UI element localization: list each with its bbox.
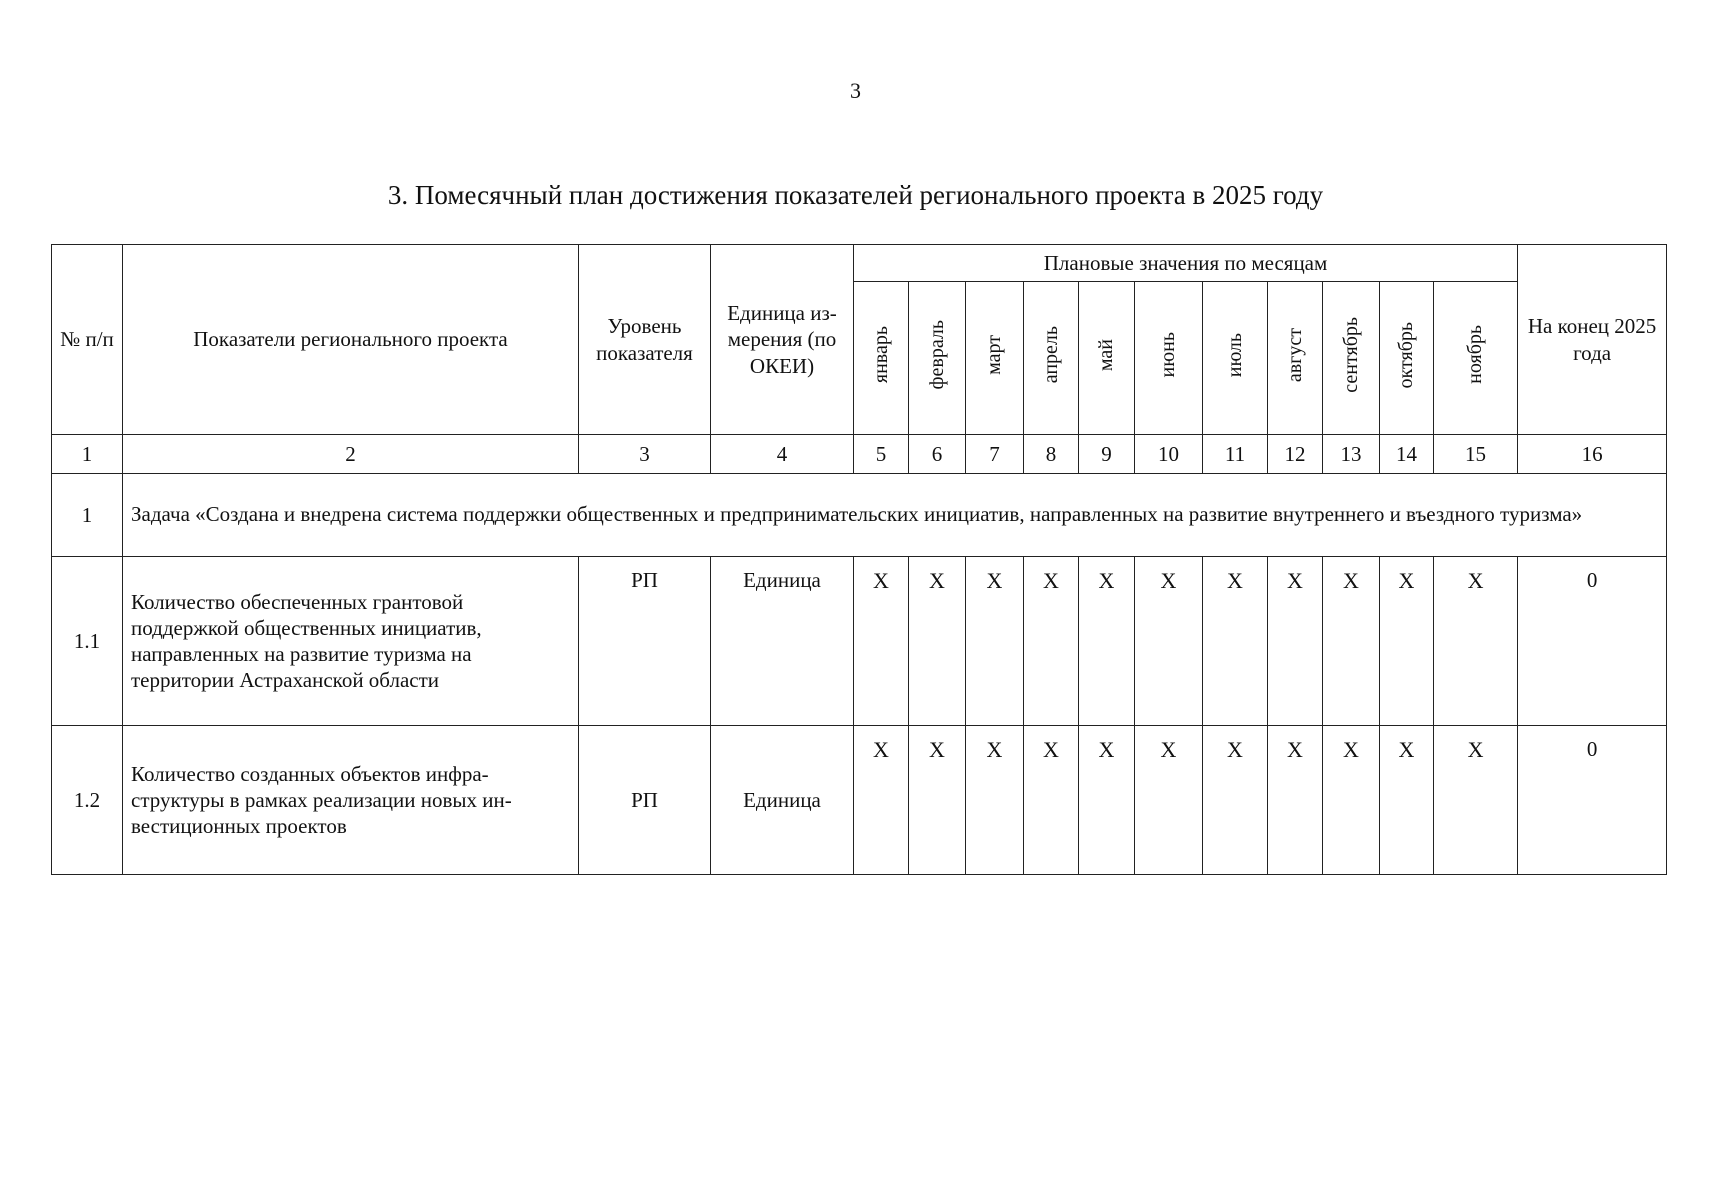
month-label: ноябрь <box>1464 325 1487 385</box>
header-level: Уровень показателя <box>579 245 711 435</box>
row-month-value: X <box>966 557 1024 726</box>
month-header-cell <box>1268 282 1323 435</box>
column-number: 13 <box>1323 435 1380 474</box>
row-month-value: X <box>1024 726 1079 875</box>
row-month-value: X <box>1323 726 1380 875</box>
column-number: 10 <box>1135 435 1203 474</box>
month-label: май <box>1095 338 1117 371</box>
row-month-value: X <box>1203 726 1268 875</box>
row-month-value: X <box>1323 557 1380 726</box>
column-number: 6 <box>909 435 966 474</box>
page-title: 3. Помесячный план достижения показателей регионального проекта в 2025 году <box>387 180 1324 210</box>
column-number: 9 <box>1079 435 1135 474</box>
header-end-year: На конец 2025 года <box>1518 245 1667 435</box>
row-month-value: X <box>1079 557 1135 726</box>
row-num: 1.2 <box>52 726 123 875</box>
row-month-value: X <box>1135 726 1203 875</box>
month-header-cell <box>1079 282 1135 435</box>
row-unit: Единица <box>711 557 854 726</box>
month-header-cell <box>909 282 966 435</box>
month-label: апрель <box>1039 326 1062 384</box>
column-number: 16 <box>1518 435 1667 474</box>
table-row <box>52 557 1667 726</box>
month-label: октябрь <box>1395 321 1417 389</box>
table-row <box>52 726 1667 875</box>
month-label: август <box>1283 327 1306 382</box>
row-unit: Единица <box>711 726 854 875</box>
row-month-value: X <box>1268 726 1323 875</box>
task-row <box>52 474 1667 557</box>
row-month-value: X <box>1434 726 1518 875</box>
row-end-year-value: 0 <box>1518 557 1667 726</box>
row-month-value: X <box>1380 557 1434 726</box>
row-month-value: X <box>1203 557 1268 726</box>
task-num: 1 <box>52 474 123 557</box>
month-header-cell <box>1380 282 1434 435</box>
header-unit: Единица из-мерения (по ОКЕИ) <box>711 245 854 435</box>
header-row-1 <box>52 245 1667 282</box>
column-number: 4 <box>711 435 854 474</box>
row-month-value: X <box>1380 726 1434 875</box>
month-label: январь <box>869 326 892 384</box>
month-label: сентябрь <box>1339 317 1362 393</box>
month-header-cell <box>854 282 909 435</box>
row-num: 1.1 <box>52 557 123 726</box>
column-number: 11 <box>1203 435 1268 474</box>
row-month-value: X <box>1024 557 1079 726</box>
header-plan-group: Плановые значения по месяцам <box>854 245 1518 282</box>
month-header-cell <box>1323 282 1380 435</box>
month-header-cell <box>966 282 1024 435</box>
page-number: 3 <box>850 78 861 103</box>
column-number: 3 <box>579 435 711 474</box>
row-month-value: X <box>854 557 909 726</box>
row-month-value: X <box>1079 726 1135 875</box>
column-number: 2 <box>123 435 579 474</box>
row-month-value: X <box>1135 557 1203 726</box>
month-header-cell <box>1135 282 1203 435</box>
row-month-value: X <box>966 726 1024 875</box>
column-number: 1 <box>52 435 123 474</box>
month-label: июнь <box>1157 332 1179 378</box>
row-month-value: X <box>1268 557 1323 726</box>
month-header-cell <box>1024 282 1079 435</box>
month-header-cell <box>1203 282 1268 435</box>
row-month-value: X <box>909 557 966 726</box>
column-number: 7 <box>966 435 1024 474</box>
header-num: № п/п <box>52 245 123 435</box>
row-end-year-value: 0 <box>1518 726 1667 875</box>
month-header-cell <box>1434 282 1518 435</box>
month-label: июль <box>1223 332 1246 377</box>
column-number: 15 <box>1434 435 1518 474</box>
task-text: Задача «Создана и внедрена система поддержки общественных и предпринимательских инициатив, направленных на развитие внутреннего и въездного туризма» <box>123 474 1667 557</box>
month-label: февраль <box>925 320 948 390</box>
column-number: 14 <box>1380 435 1434 474</box>
header-indicator: Показатели регионального проекта <box>123 245 579 435</box>
column-number: 12 <box>1268 435 1323 474</box>
column-number: 8 <box>1024 435 1079 474</box>
row-month-value: X <box>1434 557 1518 726</box>
column-number: 5 <box>854 435 909 474</box>
row-level: РП <box>579 726 711 875</box>
month-label: март <box>983 334 1005 375</box>
column-number-row <box>52 435 1667 474</box>
row-month-value: X <box>909 726 966 875</box>
monthly-plan-table <box>51 244 1667 875</box>
row-indicator: Количество обеспеченных грантовой поддержкой общественных инициатив, направленных на развитие туризма на территории Астраханской области <box>123 557 579 726</box>
row-month-value: X <box>854 726 909 875</box>
row-indicator: Количество созданных объектов инфра-структуры в рамках реализации новых ин-вестиционных проектов <box>123 726 579 875</box>
row-level: РП <box>579 557 711 726</box>
